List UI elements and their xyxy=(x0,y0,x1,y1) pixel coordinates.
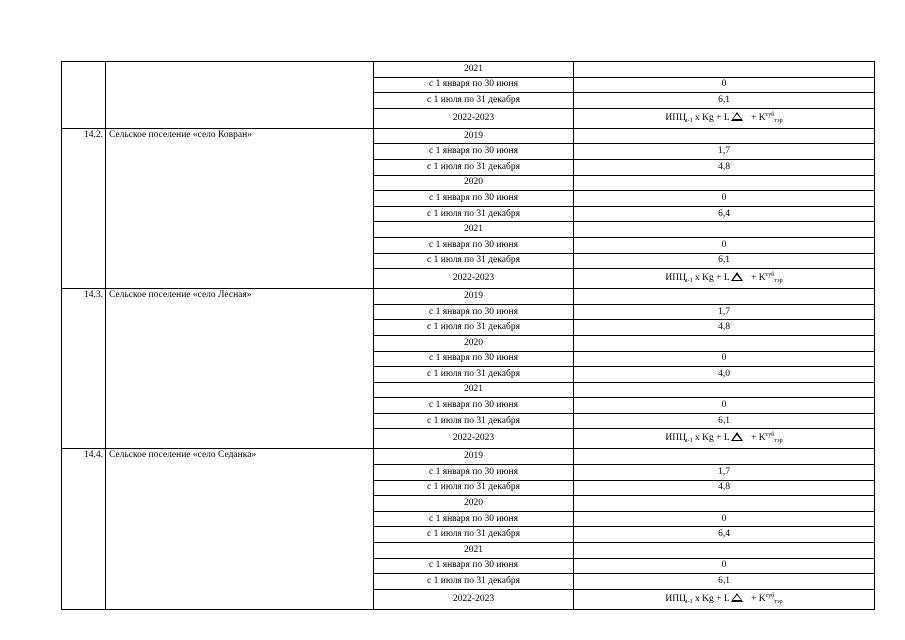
formula-part: ИПЦ xyxy=(665,273,686,284)
period-cell: с 1 июля по 31 декабря xyxy=(374,574,574,590)
period-cell: 2020 xyxy=(374,335,574,351)
row-number: 14.3. xyxy=(62,289,106,449)
formula-cell xyxy=(574,429,875,449)
value-cell: 6,1 xyxy=(574,93,875,109)
formula-part: x Kg + L xyxy=(692,273,730,284)
table-row xyxy=(62,289,875,305)
table-row xyxy=(62,62,875,78)
period-cell: с 1 января по 30 июня xyxy=(374,304,574,320)
period-cell: 2022-2023 xyxy=(374,108,574,128)
delta-icon xyxy=(731,112,743,121)
formula-subscript: тэр xyxy=(774,598,783,605)
period-cell: 2021 xyxy=(374,543,574,559)
value-cell xyxy=(574,175,875,191)
period-cell: с 1 января по 30 июня xyxy=(374,398,574,414)
formula-subscript: тэр xyxy=(774,278,783,285)
value-cell: 0 xyxy=(574,191,875,207)
value-cell: 1,7 xyxy=(574,144,875,160)
tariff-table xyxy=(61,61,875,610)
value-cell: 0 xyxy=(574,558,875,574)
period-cell: с 1 января по 30 июня xyxy=(374,144,574,160)
formula-cell xyxy=(574,108,875,128)
value-cell: 6,1 xyxy=(574,413,875,429)
formula-part: + K xyxy=(748,593,766,604)
period-cell: 2022-2023 xyxy=(374,589,574,609)
period-cell: с 1 января по 30 июня xyxy=(374,77,574,93)
value-cell xyxy=(574,222,875,238)
period-cell: с 1 июля по 31 декабря xyxy=(374,206,574,222)
period-cell: с 1 июля по 31 декабря xyxy=(374,253,574,269)
period-cell: 2022-2023 xyxy=(374,269,574,289)
value-cell: 0 xyxy=(574,398,875,414)
value-cell xyxy=(574,449,875,465)
value-cell xyxy=(574,128,875,144)
period-cell: с 1 января по 30 июня xyxy=(374,237,574,253)
delta-icon xyxy=(731,432,743,441)
formula-superscript: суб xyxy=(765,592,775,599)
period-cell: с 1 июля по 31 декабря xyxy=(374,159,574,175)
formula-subscript: t-1 xyxy=(686,598,693,605)
period-cell: 2022-2023 xyxy=(374,429,574,449)
period-cell: с 1 июля по 31 декабря xyxy=(374,413,574,429)
period-cell: с 1 января по 30 июня xyxy=(374,351,574,367)
formula-superscript: суб xyxy=(765,432,775,439)
value-cell: 6,4 xyxy=(574,527,875,543)
formula-part: x Kg + L xyxy=(692,593,730,604)
period-cell: 2019 xyxy=(374,449,574,465)
formula-part: x Kg + L xyxy=(692,433,730,444)
value-cell: 1,7 xyxy=(574,304,875,320)
period-cell: 2019 xyxy=(374,289,574,305)
period-cell: с 1 июля по 31 декабря xyxy=(374,480,574,496)
period-cell: с 1 июля по 31 декабря xyxy=(374,320,574,336)
delta-icon xyxy=(731,593,743,602)
period-cell: с 1 января по 30 июня xyxy=(374,191,574,207)
period-cell: 2021 xyxy=(374,62,574,78)
row-number: 14.4. xyxy=(62,449,106,609)
period-cell: с 1 января по 30 июня xyxy=(374,465,574,481)
value-cell: 0 xyxy=(574,77,875,93)
settlement-name xyxy=(106,62,374,129)
formula-subscript: t-1 xyxy=(686,278,693,285)
row-number xyxy=(62,62,106,129)
formula-cell xyxy=(574,269,875,289)
value-cell: 4,8 xyxy=(574,320,875,336)
value-cell xyxy=(574,335,875,351)
period-cell: с 1 июля по 31 декабря xyxy=(374,93,574,109)
settlement-name: Сельское поселение «село Седанка» xyxy=(106,449,374,609)
formula-part: x Kg + L xyxy=(692,112,730,123)
formula-subscript: t-1 xyxy=(686,438,693,445)
formula-part: ИПЦ xyxy=(665,112,686,123)
value-cell: 4,0 xyxy=(574,367,875,383)
value-cell: 6,4 xyxy=(574,206,875,222)
period-cell: с 1 января по 30 июня xyxy=(374,511,574,527)
formula-cell xyxy=(574,589,875,609)
value-cell: 4,8 xyxy=(574,159,875,175)
value-cell xyxy=(574,382,875,398)
value-cell xyxy=(574,543,875,559)
value-cell xyxy=(574,62,875,78)
formula-part: ИПЦ xyxy=(665,593,686,604)
period-cell: с 1 июля по 31 декабря xyxy=(374,367,574,383)
value-cell: 0 xyxy=(574,511,875,527)
table-row xyxy=(62,128,875,144)
settlement-name: Сельское поселение «село Ковран» xyxy=(106,128,374,288)
period-cell: с 1 июля по 31 декабря xyxy=(374,527,574,543)
period-cell: 2020 xyxy=(374,496,574,512)
formula-part: ИПЦ xyxy=(665,433,686,444)
period-cell: 2019 xyxy=(374,128,574,144)
formula-superscript: суб xyxy=(765,111,775,118)
formula-part: + K xyxy=(748,433,766,444)
settlement-name: Сельское поселение «село Лесная» xyxy=(106,289,374,449)
formula-subscript: тэр xyxy=(774,117,783,124)
formula-superscript: суб xyxy=(765,272,775,279)
value-cell: 0 xyxy=(574,237,875,253)
value-cell xyxy=(574,496,875,512)
period-cell: 2021 xyxy=(374,222,574,238)
row-number: 14.2. xyxy=(62,128,106,288)
period-cell: 2020 xyxy=(374,175,574,191)
delta-icon xyxy=(731,272,743,281)
value-cell: 0 xyxy=(574,351,875,367)
period-cell: с 1 января по 30 июня xyxy=(374,558,574,574)
period-cell: 2021 xyxy=(374,382,574,398)
value-cell: 6,1 xyxy=(574,253,875,269)
value-cell: 1,7 xyxy=(574,465,875,481)
formula-part: + K xyxy=(748,273,766,284)
formula-subscript: t-1 xyxy=(686,117,693,124)
value-cell xyxy=(574,289,875,305)
table-row xyxy=(62,449,875,465)
value-cell: 6,1 xyxy=(574,574,875,590)
formula-part: + K xyxy=(748,112,766,123)
value-cell: 4,8 xyxy=(574,480,875,496)
formula-subscript: тэр xyxy=(774,438,783,445)
